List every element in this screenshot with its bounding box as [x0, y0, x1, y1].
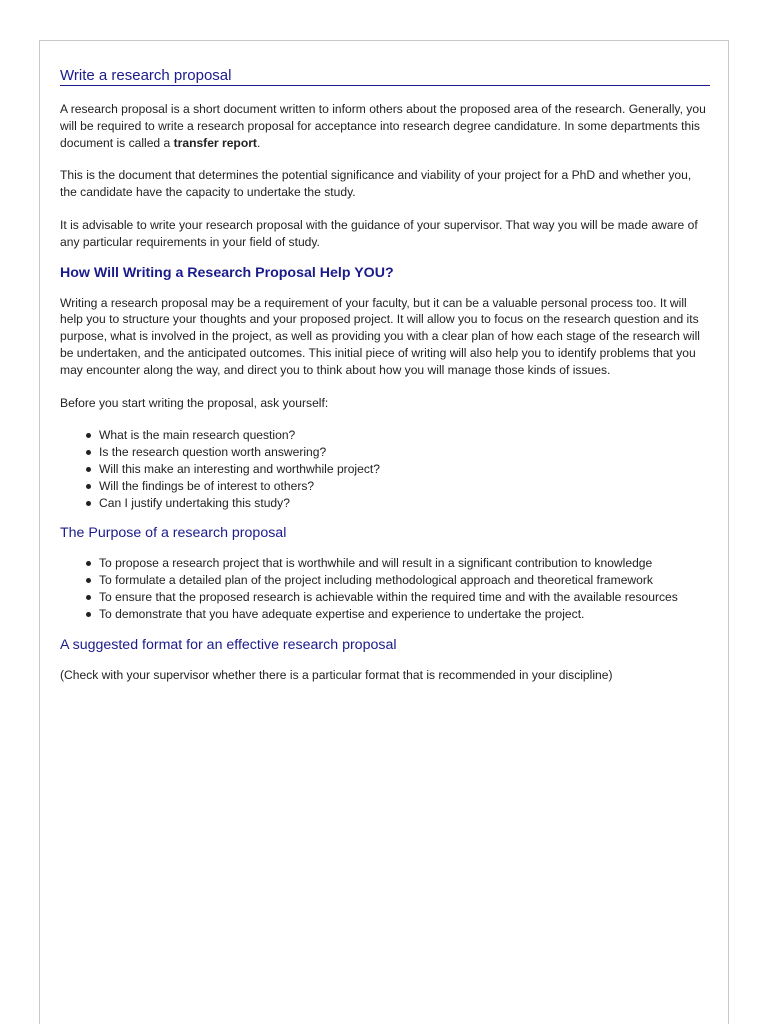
intro-paragraph-1-end: .	[256, 135, 261, 150]
page-title: Write a research proposal	[60, 66, 710, 86]
list-item: Can I justify undertaking this study?	[60, 495, 710, 512]
list-item: To demonstrate that you have adequate expertise and experience to undertake the project.	[60, 606, 710, 623]
list-item: To formulate a detailed plan of the project including methodological approach and theoretical framework	[60, 572, 710, 589]
list-item: Is the research question worth answering?	[60, 444, 710, 461]
intro-paragraph-1-text: A research proposal is a short document written to inform others about the proposed area of the research. Generally, you will be required to write a research proposal for acceptance into research degree candidature. In some departments this document is called a	[60, 102, 706, 150]
list-item: Will this make an interesting and worthwhile project?	[60, 461, 710, 478]
list-item: To propose a research project that is worthwhile and will result in a significant contribution to knowledge	[60, 555, 710, 572]
intro-paragraph-3: It is advisable to write your research proposal with the guidance of your supervisor. That way you will be made aware of any particular requirements in your field of study.	[60, 217, 698, 249]
questions-list	[60, 427, 710, 511]
list-item: Will the findings be of interest to others?	[60, 478, 710, 495]
document-content	[60, 66, 710, 683]
intro-paragraph-2: This is the document that determines the potential significance and viability of your project for a PhD and whether you, the candidate have the capacity to undertake the study.	[60, 168, 692, 200]
intro-paragraph-1	[60, 101, 710, 151]
list-item: What is the main research question?	[60, 427, 710, 444]
section-heading-format: A suggested format for an effective research proposal	[60, 636, 397, 653]
section-heading-purpose: The Purpose of a research proposal	[60, 525, 287, 542]
transfer-report-term: transfer report	[173, 135, 257, 150]
section-heading-help: How Will Writing a Research Proposal Help YOU?	[60, 264, 394, 281]
help-paragraph-1: Writing a research proposal may be a requirement of your faculty, but it can be a valuable personal process too. It will help you to structure your thoughts and your proposed project. It will allow you to focus on the research question and its purpose, what is involved in the project, as well as providing you with a clear plan of how each stage of the research will be undertaken, and the anticipated outcomes. This initial piece of writing will also help you to identify problems that you may encounter along the way, and direct you to think about how you will manage those kinds of issues.	[60, 295, 700, 377]
help-paragraph-2: Before you start writing the proposal, ask yourself:	[60, 395, 329, 410]
format-note: (Check with your supervisor whether there is a particular format that is recommended in your discipline)	[60, 667, 613, 682]
list-item: To ensure that the proposed research is achievable within the required time and with the available resources	[60, 589, 710, 606]
purpose-list	[60, 555, 710, 622]
